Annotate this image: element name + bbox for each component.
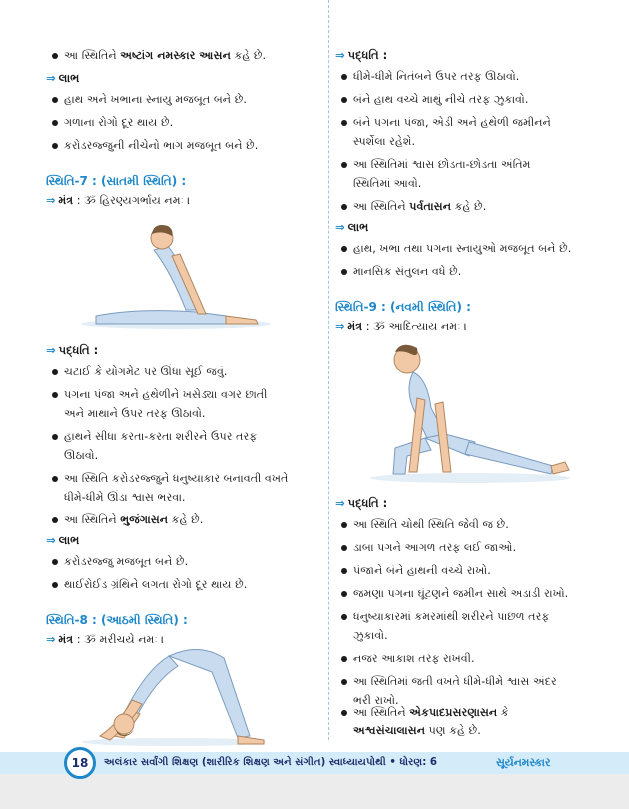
benefit-item: માનસિક સંતુલન વધે છે. xyxy=(335,262,605,281)
method-item: ચટાઈ કે યોગમેટ પર ઊંધા સૂઈ જવું. xyxy=(46,362,308,381)
benefit-item: કરોડરજ્જુની નીચેનો ભાગ મજબૂત બને છે. xyxy=(46,136,308,155)
benefits-heading: ⇒ લાભ xyxy=(335,220,369,234)
arrow-right-icon: ⇒ xyxy=(335,496,345,510)
method-item: જમણા પગના ઘૂંટણને જમીન સાથે અડાડી રાખો. xyxy=(335,584,605,603)
method-item: બંને પગના પંજા, એડી અને હથેળી જમીનને xyxy=(335,113,605,132)
bullet-ashtanga: આ સ્થિતિને અષ્ટાંગ નમસ્કાર આસન કહે છે. xyxy=(46,46,308,65)
right-column xyxy=(328,0,605,740)
method-item-parvatasana: આ સ્થિતિને પર્વતાસન કહે છે. xyxy=(335,197,605,216)
stage-9-title: સ્થિતિ-9 : (નવમી સ્થિતિ) : xyxy=(335,300,471,314)
page-bottom-margin xyxy=(0,774,629,809)
method-item-cont: ભરી રાખો. xyxy=(353,694,399,707)
benefit-item: થાઈરોઈડ ગ્રંથિને લગતા રોગો દૂર થાય છે. xyxy=(46,575,308,594)
method-item: આ સ્થિતિમાં જતી વખતે ધીમે-ધીમે શ્વાસ અંદર xyxy=(335,672,605,691)
method-item: આ સ્થિતિ કરોડરજ્જુને ધનુષ્યાકાર બનાવતી વખતે xyxy=(46,469,308,488)
method-item-cont: સ્થિતિમાં આવો. xyxy=(353,177,422,190)
benefits-heading: ⇒ લાભ xyxy=(46,533,80,547)
method-item: નજર આકાશ તરફ રાખવી. xyxy=(335,649,605,668)
arrow-right-icon: ⇒ xyxy=(335,220,345,234)
method-item: ધનુષ્યાકારમાં કમરમાંથી શરીરને પાછળ તરફ xyxy=(335,607,605,626)
stage-9-mantra: ⇒ મંત્ર : ૐ આદિત્યાય નમઃ । xyxy=(335,320,467,333)
method-item: ધીમે-ધીમે નિતંબને ઉપર તરફ ઊઠાવો. xyxy=(335,67,605,86)
arrow-right-icon: ⇒ xyxy=(335,320,345,333)
method-item: પંજાને બંને હાથની વચ્ચે રાખો. xyxy=(335,561,605,580)
method-item-cont-ashwa: અશ્વસંચાલાસન પણ કહે છે. xyxy=(353,724,481,737)
benefits-heading: ⇒ લાભ xyxy=(46,71,80,85)
cobra-pose-illustration xyxy=(76,212,276,332)
method-heading: ⇒ પદ્ધતિ : xyxy=(335,496,388,510)
method-item: આ સ્થિતિ ચોથી સ્થિતિ જેવી જ છે. xyxy=(335,515,605,534)
method-item-bhujangasana: આ સ્થિતિને ભુજંગાસન કહે છે. xyxy=(46,510,308,529)
stage-8-title: સ્થિતિ-8 : (આઠમી સ્થિતિ) : xyxy=(46,613,188,627)
method-item: બંને હાથ વચ્ચે માથું નીચે તરફ ઝુકાવો. xyxy=(335,90,605,109)
method-heading: ⇒ પદ્ધતિ : xyxy=(335,48,388,62)
method-item: આ સ્થિતિમાં શ્વાસ છોડતા-છોડતા અંતિમ xyxy=(335,155,605,174)
method-item-cont: ઝુકાવો. xyxy=(353,629,388,642)
method-item-cont: ઊઠાવો. xyxy=(64,449,99,462)
arrow-right-icon: ⇒ xyxy=(46,533,56,547)
method-item-cont: અને માથાને ઉપર તરફ ઊઠાવો. xyxy=(64,407,206,420)
arrow-right-icon: ⇒ xyxy=(335,48,345,62)
benefit-item: ગળાના રોગો દૂર થાય છે. xyxy=(46,113,308,132)
arrow-right-icon: ⇒ xyxy=(46,633,56,646)
stage-8-mantra: ⇒ મંત્ર : ૐ મરીચયે નમઃ । xyxy=(46,633,165,646)
arrow-right-icon: ⇒ xyxy=(46,71,56,85)
benefit-item: કરોડરજ્જુ મજબૂત બને છે. xyxy=(46,552,308,571)
benefit-item: હાથ, ખભા તથા પગના સ્નાયુઓ મજબૂત બને છે. xyxy=(335,239,605,258)
method-item: ડાબા પગને આગળ તરફ લઈ જાઓ. xyxy=(335,538,605,557)
page-number: 18 xyxy=(64,747,96,779)
method-item: પગના પંજા અને હથેળીને ખસેડ્યા વગર છાતી xyxy=(46,385,308,404)
equestrian-pose-illustration xyxy=(365,338,575,486)
benefit-item: હાથ અને ખભાના સ્નાયુ મજબૂત બને છે. xyxy=(46,90,308,109)
arrow-right-icon: ⇒ xyxy=(46,343,56,357)
method-heading: ⇒ પદ્ધતિ : xyxy=(46,343,99,357)
mountain-pose-illustration xyxy=(74,636,274,748)
method-item: હાથને સીધા કરતા-કરતા શરીરને ઉપર તરફ xyxy=(46,427,308,446)
arrow-right-icon: ⇒ xyxy=(46,194,56,207)
method-item-cont: સ્પર્શેલા રહેશે. xyxy=(353,135,416,148)
stage-7-mantra: ⇒ મંત્ર : ૐ હિરણ્યગર્ભાય નમઃ । xyxy=(46,194,191,207)
method-item-ekpad: આ સ્થિતિને એકપાદપ્રસરણાસન કે xyxy=(335,703,605,722)
method-item-cont: ધીમે-ધીમે ઊંડા શ્વાસ ભરવા. xyxy=(64,491,186,504)
book-title: અલંકાર સર્વાંગી શિક્ષણ (શારીરિક શિક્ષણ અને સંગીત) સ્વાધ્યાયપોથી • ધોરણ: 6 xyxy=(104,757,437,768)
chapter-name: સૂર્યનમસ્કાર xyxy=(496,756,551,769)
stage-7-title: સ્થિતિ-7 : (સાતમી સ્થિતિ) : xyxy=(46,174,187,188)
